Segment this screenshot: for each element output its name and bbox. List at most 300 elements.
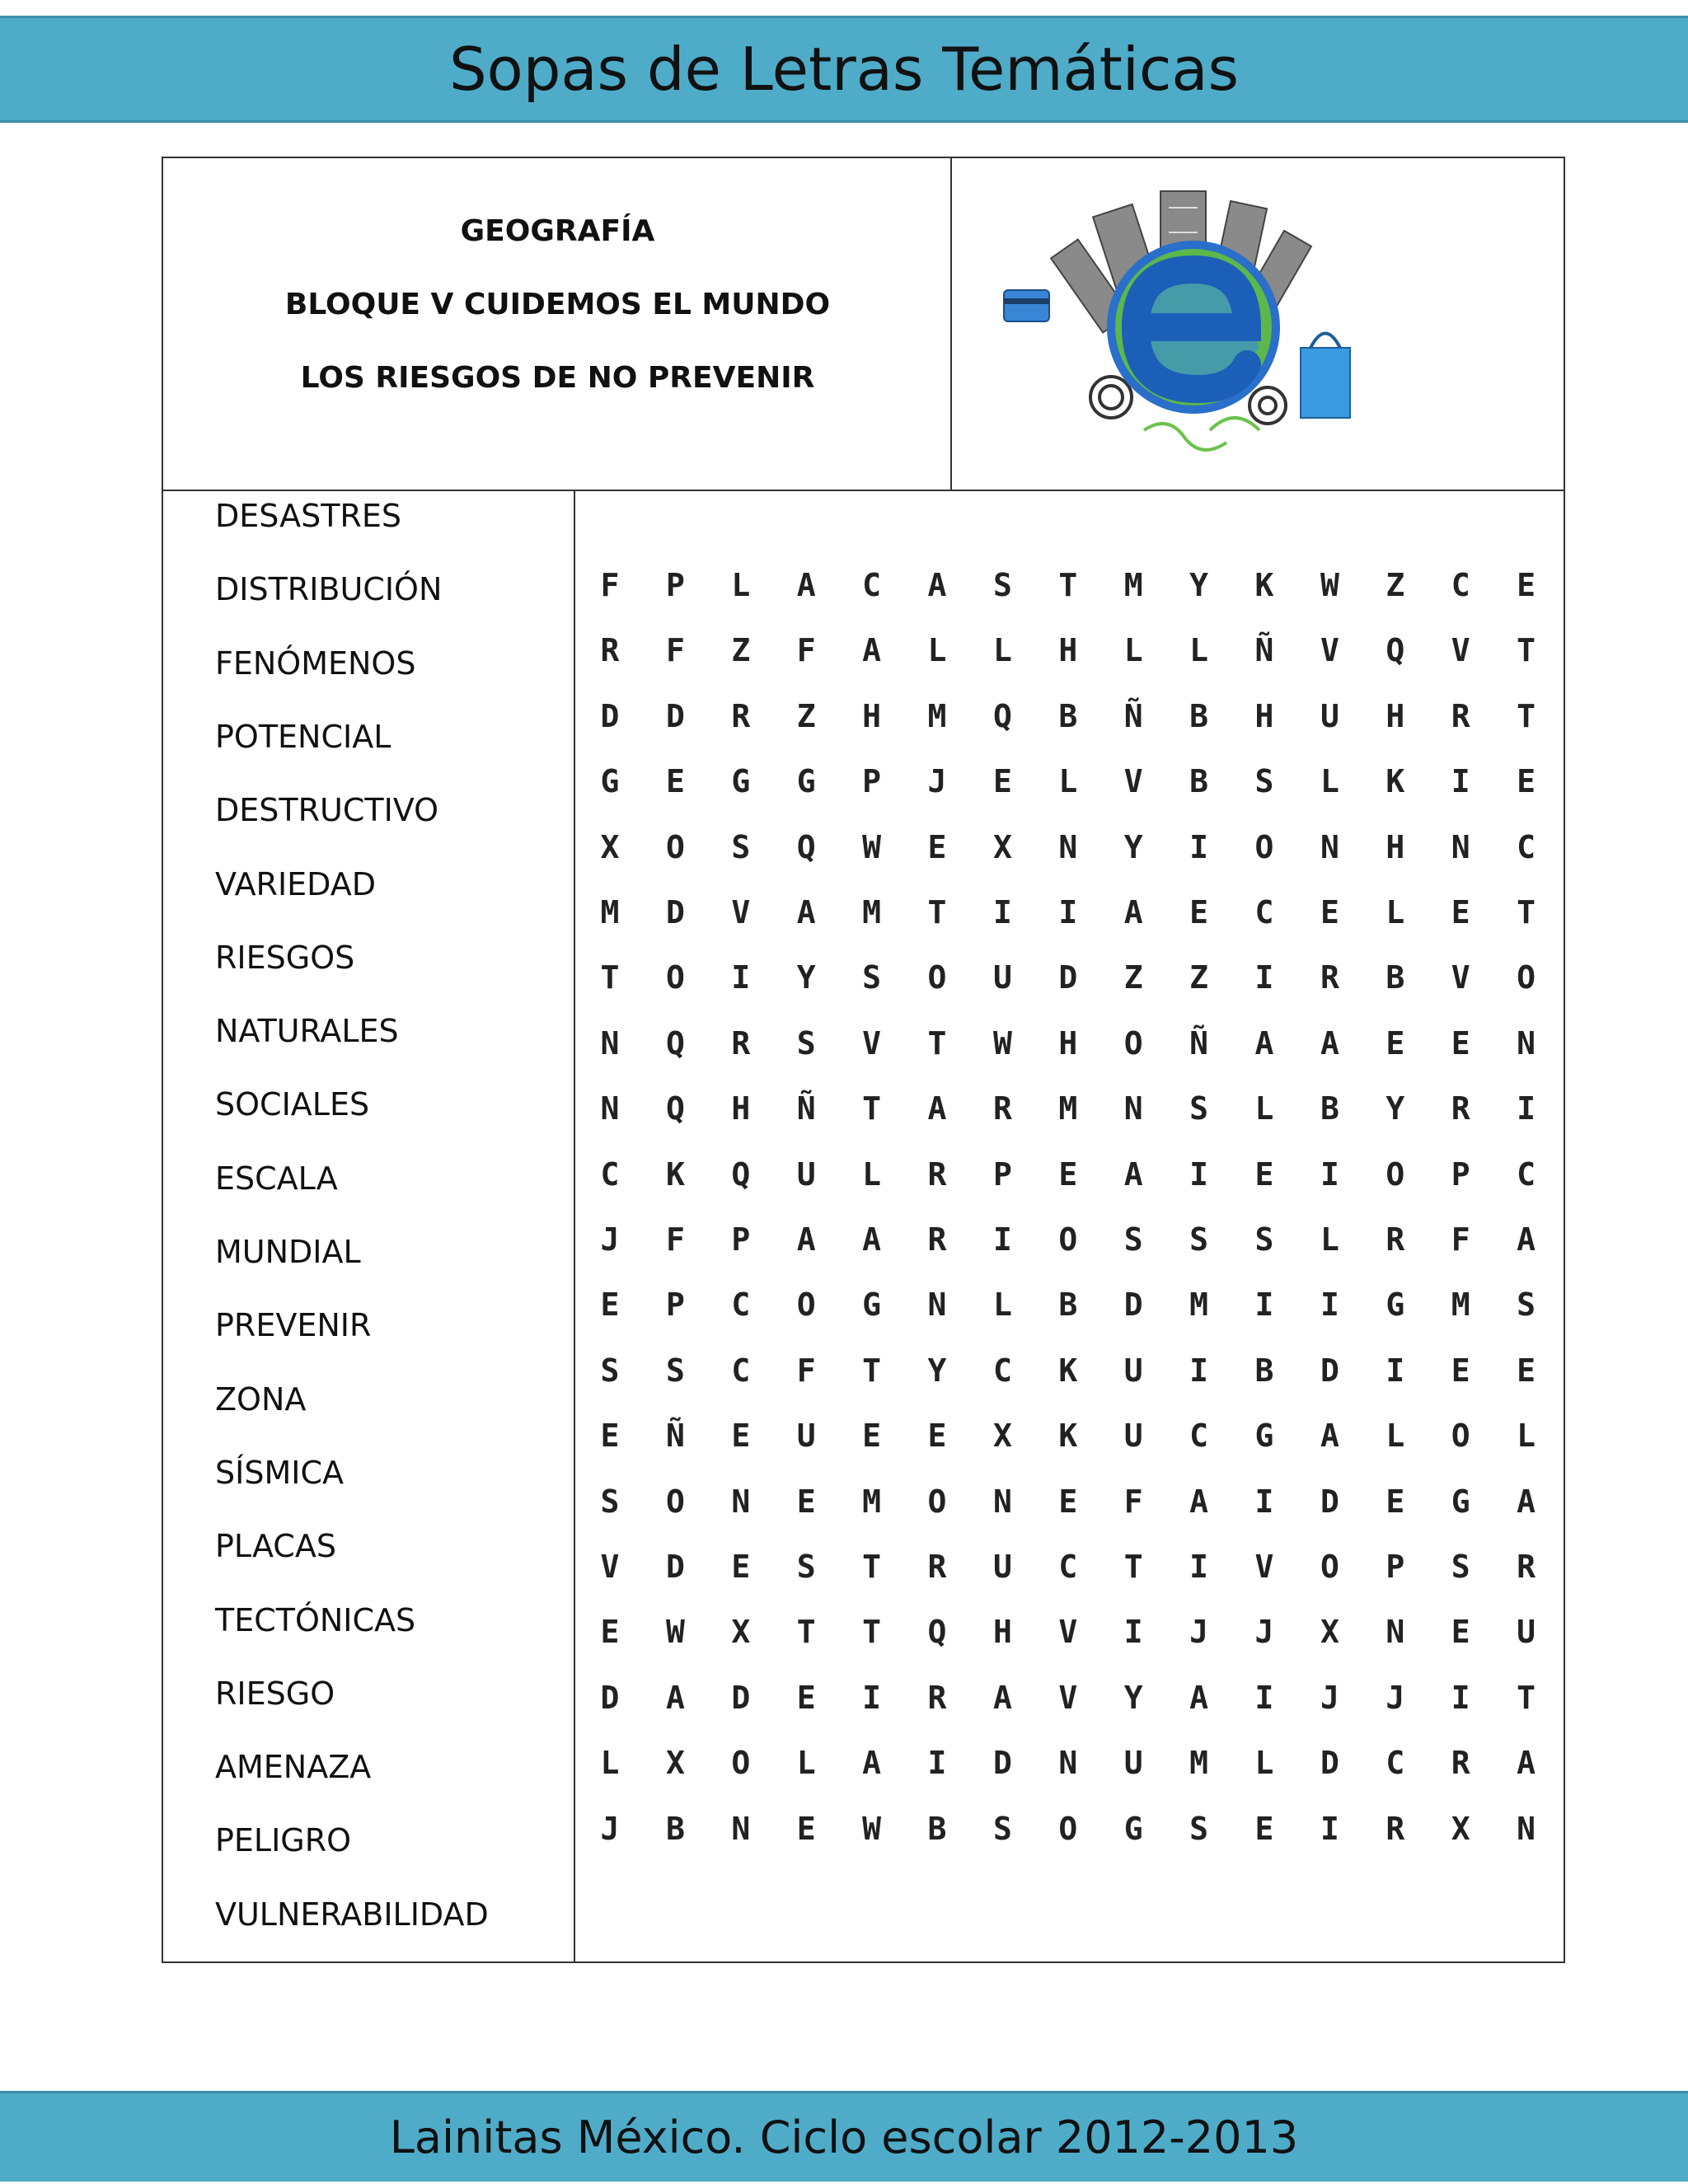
grid-letter: E [1451,1024,1470,1062]
word-list-item: VARIEDAD [215,865,377,902]
grid-letter: L [1254,1745,1274,1782]
grid-letter: N [1123,1090,1143,1127]
word-list-item: TECTÓNICAS [215,1601,416,1638]
grid-letter: R [927,1221,947,1258]
grid-letter: L [1254,1090,1274,1127]
grid-letter: E [927,828,947,865]
grid-letter: D [1320,1483,1339,1520]
grid-letter: R [927,1679,947,1716]
grid-letter: M [1123,567,1143,603]
grid-letter: B [1189,763,1209,800]
grid-letter: K [1058,1352,1078,1389]
grid-letter: T [1517,894,1536,930]
grid-letter: C [1058,1549,1078,1585]
grid-letter: U [992,1549,1012,1585]
word-list-item: PREVENIR [215,1307,372,1344]
grid-letter: S [1123,1221,1143,1258]
grid-letter: T [1517,697,1536,734]
grid-letter: L [992,1286,1012,1324]
grid-letter: R [1386,1810,1405,1847]
grid-letter: C [1386,1745,1405,1782]
grid-letter: Y [927,1352,947,1389]
grid-letter: L [1386,1418,1405,1455]
word-list-item: SOCIALES [215,1086,370,1123]
grid-letter: A [1517,1483,1536,1520]
grid-letter: R [927,1155,947,1193]
grid-letter: S [1254,1221,1274,1258]
grid-letter: D [600,697,620,734]
grid-letter: L [862,1155,882,1193]
grid-letter: E [1058,1483,1078,1520]
grid-letter: I [1254,1286,1274,1324]
grid-letter: L [600,1745,620,1782]
grid-letter: O [927,1483,947,1520]
grid-letter: T [796,1614,816,1651]
word-list-item: AMENAZA [215,1749,372,1786]
grid-letter: N [1517,1810,1536,1847]
word-list-item: SÍSMICA [215,1454,344,1491]
grid-letter: I [1123,1614,1143,1651]
grid-letter: I [1058,894,1078,930]
grid-letter: F [796,1352,816,1389]
grid-letter: D [600,1679,620,1716]
grid-letter: V [1254,1549,1274,1585]
topic-heading: LOS RIESGOS DE NO PREVENIR [300,361,815,395]
grid-letter: D [665,697,685,734]
grid-letter: O [1254,828,1274,865]
worksheet-heading [163,158,952,491]
grid-letter: L [1058,763,1078,800]
grid-letter: F [665,1221,685,1258]
grid-letter: I [1189,1155,1209,1193]
grid-letter: N [1058,828,1078,865]
grid-letter: E [796,1810,816,1847]
grid-letter: A [665,1679,685,1716]
grid-letter: K [1254,567,1274,603]
grid-letter: C [600,1155,620,1193]
grid-letter: T [600,959,620,996]
word-list-item: VULNERABILIDAD [215,1896,489,1933]
grid-letter: Z [1386,567,1405,603]
grid-letter: P [1451,1155,1470,1193]
grid-letter: O [665,828,685,865]
grid-letter: U [1320,697,1339,734]
grid-letter: L [1320,1221,1339,1258]
grid-letter: O [1517,959,1536,996]
grid-letter: H [1386,828,1405,865]
grid-letter: X [1451,1810,1470,1847]
grid-letter: X [992,828,1012,865]
grid-letter: C [731,1352,751,1389]
grid-letter: I [992,894,1012,930]
grid-letter: C [1451,567,1470,603]
grid-letter: R [927,1549,947,1585]
block-heading: BLOQUE V CUIDEMOS EL MUNDO [284,288,831,321]
grid-letter: I [862,1679,882,1716]
grid-letter: R [1451,697,1470,734]
grid-letter: G [600,763,620,800]
grid-letter: Y [1123,1679,1143,1716]
grid-letter: I [1189,1549,1209,1585]
grid-letter: H [731,1090,751,1127]
header-banner [0,16,1688,123]
grid-letter: V [1058,1614,1078,1651]
grid-letter: C [1517,828,1536,865]
grid-letter: I [1254,959,1274,996]
grid-letter: W [992,1024,1012,1062]
grid-letter: V [600,1549,620,1585]
grid-letter: A [927,567,947,603]
word-list-item: FENÓMENOS [215,644,416,682]
grid-letter: S [600,1483,620,1520]
grid-letter: N [600,1090,620,1127]
grid-letter: P [665,1286,685,1324]
grid-letter: R [600,632,620,669]
grid-letter: D [665,894,685,930]
grid-letter: G [1254,1418,1274,1455]
grid-letter: I [1451,763,1470,800]
grid-letter: Q [992,697,1012,734]
grid-letter: R [1517,1549,1536,1585]
grid-letter: Ñ [665,1418,685,1455]
grid-letter: I [1254,1483,1274,1520]
grid-letter: P [665,567,685,603]
grid-letter: M [862,1483,882,1520]
grid-letter: O [1058,1810,1078,1847]
grid-letter: M [600,894,620,930]
grid-letter: R [1451,1745,1470,1782]
e-globe-logo-icon [996,183,1400,471]
word-list [163,491,575,1961]
grid-letter: V [1320,632,1339,669]
grid-letter: K [1386,763,1405,800]
grid-letter: C [1189,1418,1209,1455]
grid-letter: A [1189,1679,1209,1716]
grid-letter: K [665,1155,685,1193]
grid-letter: X [600,828,620,865]
grid-letter: O [1058,1221,1078,1258]
grid-letter: R [1320,959,1339,996]
grid-letter: D [1320,1352,1339,1389]
grid-letter: C [1517,1155,1536,1193]
grid-letter: T [862,1090,882,1127]
grid-letter: A [862,632,882,669]
grid-letter: L [1189,632,1209,669]
grid-letter: V [1058,1679,1078,1716]
grid-letter: P [1386,1549,1405,1585]
grid-letter: E [927,1418,947,1455]
grid-letter: W [862,1810,882,1847]
grid-letter: S [1189,1090,1209,1127]
grid-letter: D [731,1679,751,1716]
grid-letter: C [992,1352,1012,1389]
grid-letter: A [862,1745,882,1782]
grid-letter: Q [731,1155,751,1193]
word-list-item: ZONA [215,1380,307,1418]
grid-letter: D [1058,959,1078,996]
grid-letter: E [862,1418,882,1455]
grid-letter: G [1123,1810,1143,1847]
grid-letter: Y [1189,567,1209,603]
grid-letter: X [1320,1614,1339,1651]
grid-letter: F [1123,1483,1143,1520]
page-title: Sopas de Letras Temáticas [448,35,1240,104]
grid-letter: Ñ [1123,697,1143,734]
grid-letter: T [862,1549,882,1585]
grid-letter: I [1320,1286,1339,1324]
grid-letter: G [731,763,751,800]
word-list-item: PELIGRO [215,1822,352,1859]
grid-letter: U [992,959,1012,996]
word-list-item: DESASTRES [215,498,401,534]
grid-letter: H [1386,697,1405,734]
grid-letter: Q [796,828,816,865]
grid-letter: X [665,1745,685,1782]
grid-letter: J [1189,1614,1209,1651]
grid-letter: Y [796,959,816,996]
grid-letter: M [1189,1745,1209,1782]
grid-letter: O [665,959,685,996]
grid-letter: E [731,1418,751,1455]
grid-letter: O [1123,1024,1143,1062]
grid-letter: X [992,1418,1012,1455]
grid-letter: N [1320,828,1339,865]
grid-letter: M [927,697,947,734]
grid-letter: S [1451,1549,1470,1585]
grid-letter: S [1254,763,1274,800]
grid-letter: N [1451,828,1470,865]
grid-letter: A [927,1090,947,1127]
grid-letter: H [992,1614,1012,1651]
grid-letter: A [1123,894,1143,930]
grid-letter: I [1320,1155,1339,1193]
grid-letter: L [1320,763,1339,800]
grid-letter: I [992,1221,1012,1258]
grid-letter: Z [1123,959,1143,996]
grid-letter: N [1058,1745,1078,1782]
word-list-item: RIESGOS [215,939,355,976]
grid-letter: G [1386,1286,1405,1324]
grid-letter: T [1058,567,1078,603]
grid-letter: L [1517,1418,1536,1455]
grid-letter: N [992,1483,1012,1520]
grid-letter: T [1517,632,1536,669]
grid-letter: E [731,1549,751,1585]
grid-letter: A [1189,1483,1209,1520]
grid-letter: J [1386,1679,1405,1716]
grid-letter: A [1517,1221,1536,1258]
grid-letter: S [600,1352,620,1389]
grid-letter: L [1386,894,1405,930]
grid-letter: M [1058,1090,1078,1127]
grid-letter: I [1254,1679,1274,1716]
grid-letter: X [731,1614,751,1651]
grid-letter: G [862,1286,882,1324]
grid-letter: R [992,1090,1012,1127]
grid-letter: D [1320,1745,1339,1782]
grid-letter: H [1058,632,1078,669]
grid-letter: Q [665,1090,685,1127]
grid-letter: S [992,1810,1012,1847]
grid-letter: V [1451,959,1470,996]
grid-letter: E [796,1679,816,1716]
grid-letter: U [1123,1418,1143,1455]
word-list-item: RIESGO [215,1675,335,1712]
grid-letter: Z [1189,959,1209,996]
grid-letter: U [1123,1352,1143,1389]
grid-letter: S [665,1352,685,1389]
grid-letter: I [927,1745,947,1782]
grid-letter: A [1254,1024,1274,1062]
grid-letter: P [862,763,882,800]
grid-letter: T [927,894,947,930]
grid-letter: N [731,1810,751,1847]
grid-letter: T [1517,1679,1536,1716]
grid-letter: V [731,894,751,930]
grid-letter: E [1517,567,1536,603]
grid-letter: F [796,632,816,669]
grid-letter: N [1517,1024,1536,1062]
letter-grid [575,491,1564,1961]
grid-letter: Q [1386,632,1405,669]
grid-letter: J [600,1221,620,1258]
grid-letter: E [992,763,1012,800]
grid-letter: E [796,1483,816,1520]
grid-letter: E [600,1286,620,1324]
grid-letter: O [1320,1549,1339,1585]
footer-text: Lainitas México. Ciclo escolar 2012-2013 [389,2111,1299,2163]
grid-letter: M [1189,1286,1209,1324]
grid-letter: H [862,697,882,734]
grid-letter: E [1386,1483,1405,1520]
grid-letter: E [1451,1614,1470,1651]
grid-letter: S [731,828,751,865]
grid-letter: E [1189,894,1209,930]
grid-letter: J [600,1810,620,1847]
grid-letter: F [665,632,685,669]
grid-letter: S [1517,1286,1536,1324]
grid-letter: A [796,567,816,603]
grid-letter: B [1386,959,1405,996]
grid-letter: W [665,1614,685,1651]
grid-letter: E [600,1614,620,1651]
grid-letter: W [862,828,882,865]
grid-letter: O [731,1745,751,1782]
grid-letter: O [1451,1418,1470,1455]
grid-letter: Q [927,1614,947,1651]
grid-letter: I [1451,1679,1470,1716]
grid-letter: B [1058,697,1078,734]
grid-letter: Y [1123,828,1143,865]
grid-letter: R [1451,1090,1470,1127]
word-list-item: POTENCIAL [215,718,392,755]
grid-letter: I [1320,1810,1339,1847]
grid-letter: N [600,1024,620,1062]
grid-letter: S [796,1024,816,1062]
grid-letter: Ñ [1189,1024,1209,1062]
grid-letter: C [862,567,882,603]
word-list-item: DISTRIBUCIÓN [215,571,443,608]
grid-letter: I [731,959,751,996]
grid-letter: C [731,1286,751,1324]
grid-letter: L [796,1745,816,1782]
grid-letter: A [862,1221,882,1258]
grid-letter: A [992,1679,1012,1716]
grid-letter: H [1254,697,1274,734]
grid-letter: I [1189,828,1209,865]
grid-letter: L [731,567,751,603]
grid-letter: T [927,1024,947,1062]
grid-letter: S [992,567,1012,603]
grid-letter: G [1451,1483,1470,1520]
grid-letter: A [1320,1024,1339,1062]
grid-letter: L [992,632,1012,669]
grid-letter: A [1123,1155,1143,1193]
grid-letter: B [1058,1286,1078,1324]
grid-letter: U [796,1155,816,1193]
grid-letter: I [1517,1090,1536,1127]
word-list-item: DESTRUCTIVO [215,792,439,829]
grid-letter: T [1123,1549,1143,1585]
grid-letter: S [1189,1221,1209,1258]
grid-letter: P [731,1221,751,1258]
grid-letter: U [796,1418,816,1455]
grid-letter: E [1254,1155,1274,1193]
grid-letter: E [1451,894,1470,930]
word-list-item: MUNDIAL [215,1234,361,1270]
grid-letter: N [731,1483,751,1520]
grid-letter: H [1058,1024,1078,1062]
grid-letter: D [665,1549,685,1585]
grid-letter: O [796,1286,816,1324]
grid-letter: E [1517,1352,1536,1389]
grid-letter: Z [731,632,751,669]
grid-letter: K [1058,1418,1078,1455]
grid-letter: Q [665,1024,685,1062]
grid-letter: M [1451,1286,1470,1324]
grid-letter: L [927,632,947,669]
grid-letter: C [1254,894,1274,930]
grid-letter: Z [796,697,816,734]
grid-letter: O [1386,1155,1405,1193]
grid-letter: O [927,959,947,996]
grid-letter: E [1386,1024,1405,1062]
grid-letter: R [1386,1221,1405,1258]
grid-letter: O [665,1483,685,1520]
word-list-item: ESCALA [215,1160,338,1197]
word-list-item: NATURALES [215,1013,399,1050]
grid-letter: E [665,763,685,800]
grid-letter: D [1123,1286,1143,1324]
grid-letter: A [1517,1745,1536,1782]
grid-letter: S [1189,1810,1209,1847]
grid-letter: I [1189,1352,1209,1389]
grid-letter: B [927,1810,947,1847]
grid-letter: V [862,1024,882,1062]
grid-letter: E [1254,1810,1274,1847]
grid-letter: R [731,1024,751,1062]
grid-letter: B [1254,1352,1274,1389]
footer-banner [0,2091,1688,2182]
grid-letter: E [1451,1352,1470,1389]
grid-letter: N [1386,1614,1405,1651]
grid-letter: T [862,1352,882,1389]
word-list-item: PLACAS [215,1528,336,1565]
grid-letter: P [992,1155,1012,1193]
grid-letter: E [1320,894,1339,930]
grid-letter: A [796,1221,816,1258]
grid-letter: D [992,1745,1012,1782]
